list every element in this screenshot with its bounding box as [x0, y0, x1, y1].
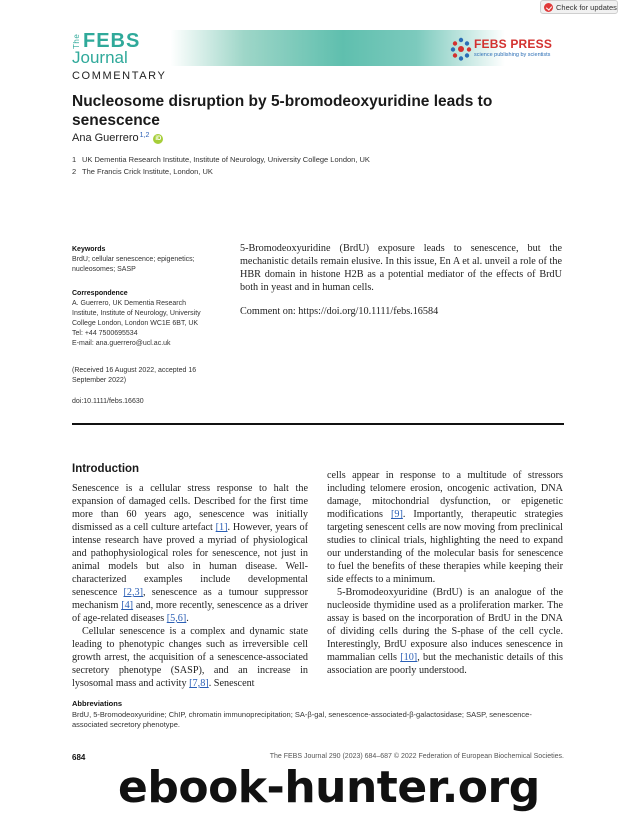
check-for-updates-button[interactable] [540, 0, 618, 14]
affiliation-number: 1 [72, 155, 77, 164]
comment-on-link[interactable]: Comment on: https://doi.org/10.1111/febs.16584 [240, 306, 439, 317]
author [72, 132, 163, 144]
author-affiliation-sup[interactable]: 1,2 [139, 132, 150, 139]
abbreviations-heading: Abbreviations [72, 699, 123, 708]
reference-link[interactable]: [5,6] [166, 613, 187, 624]
abstract: 5-Bromodeoxyuridine (BrdU) exposure leads to senescence, but the mechanistic details remain elusive. In this issue, En A et al. unveil a role of the HBR domain in histone H2B as a potential mediator of the effects of BrdU both in yeast and in human cells. [240, 243, 562, 293]
correspondence-heading: Correspondence [72, 290, 128, 297]
affiliation-1 [72, 155, 370, 164]
affiliation-text: UK Dementia Research Institute, Institute of Neurology, University College London, UK [82, 155, 370, 164]
check-for-updates-label: Check for updates [556, 2, 617, 12]
paragraph: Cellular senescence is a complex and dynamic state leading to phenotypic changes such as irreversible cell growth arrest, the acquisition of a senescence-associated secretory phenotype (SASP), and an increase in lysosomal mass and activity [7,8]. Senescent [72, 626, 308, 689]
paragraph: Senescence is a cellular stress response to halt the expansion of damaged cells. Described for the first time more than 60 years ago, senescence was initially dismissed as a cell culture artefact [1]. However, years of intense research have proved a myriad of physiological and pathophysiological roles for senescence, not just in animal models but also in human disease. Well-characterized examples include developmental senescence [2,3], senescence as a tumour suppressor mechanism [4] and, more recently, senescence as a driver of age-related diseases [5,6]. [72, 483, 308, 624]
footer-citation: The FEBS Journal 290 (2023) 684–687 © 2022 Federation of European Biochemical Societies. [269, 753, 564, 760]
febs-press-logo [450, 37, 565, 65]
paragraph: cells appear in response to a multitude of stressors including telomere erosion, oncogenic activation, DNA damage, mitochondrial dysfunction, or epigenetic modifications [9]. Importantly, therapeutic strategies targeting senescent cells are now moving from preclinical studies to clinical trials, highlighting the need to expand our understanding of the molecular basis for senescence to fuel the benefits of these therapies while keeping their side effects to a minimum. [327, 470, 563, 585]
febs-press-dots-icon [450, 37, 472, 61]
affiliation-text: The Francis Crick Institute, London, UK [82, 167, 213, 176]
abbreviations-text: BrdU, 5-Bromodeoxyuridine; ChIP, chromatin immunoprecipitation; SA-β-gal, senescence-associated-β-galactosidase; SASP, senescence-associated secretory phenotype. [72, 710, 532, 729]
correspondence-line: A. Guerrero, UK Dementia Research [72, 300, 186, 307]
logo-the: The [72, 33, 81, 49]
page-number: 684 [72, 753, 86, 762]
affiliation-number: 2 [72, 167, 77, 176]
reference-link[interactable]: [7,8] [189, 678, 209, 689]
logo-febs: FEBS [83, 30, 141, 52]
reference-link[interactable]: [10] [400, 652, 418, 663]
article-title: Nucleosome disruption by 5-bromodeoxyuridine leads to senescence [72, 93, 493, 129]
doi[interactable]: doi:10.1111/febs.16630 [72, 398, 144, 405]
reference-link[interactable]: [4] [121, 600, 134, 611]
check-icon [544, 3, 553, 12]
reference-link[interactable]: [2,3] [123, 587, 144, 598]
correspondence-email[interactable]: E-mail: ana.guerrero@ucl.ac.uk [72, 340, 171, 347]
author-name: Ana Guerrero [72, 132, 139, 144]
affiliation-2 [72, 167, 213, 176]
body-column-right [327, 469, 563, 677]
correspondence-body [72, 299, 232, 349]
press-tagline: science publishing by scientists [474, 52, 551, 58]
paragraph: 5-Bromodeoxyuridine (BrdU) is an analogue of the nucleoside thymidine used as a proliferation marker. The assay is based on the incorporation of BrdU in the DNA of dividing cells during the S-phase of the cell cycle. Interestingly, BrdU exposure also induces senescence in mammalian cells [10], but the mechanistic details of this association are poorly understood. [327, 587, 564, 676]
watermark: ebook-hunter.org [118, 762, 540, 813]
febs-journal-logo [72, 31, 147, 69]
keywords-heading: Keywords [72, 246, 106, 253]
correspondence-line: College London, London WC1E 6BT, UK [72, 320, 199, 327]
press-name: FEBS PRESS [474, 37, 553, 51]
correspondence-line: Institute, Institute of Neurology, University [72, 310, 201, 317]
section-label: COMMENTARY [72, 70, 167, 82]
keywords-text: BrdU; cellular senescence; epigenetics; nucleosomes; SASP [72, 256, 195, 273]
reference-link[interactable]: [1] [215, 522, 228, 533]
body-column-left [72, 482, 308, 690]
section-divider [72, 423, 564, 425]
received-dates: (Received 16 August 2022, accepted 16 September 2022) [72, 367, 197, 384]
orcid-icon[interactable]: iD [155, 136, 162, 142]
logo-journal: Journal [72, 48, 128, 67]
reference-link[interactable]: [9] [390, 509, 403, 520]
introduction-heading: Introduction [72, 463, 140, 475]
correspondence-phone: Tel: +44 7500695534 [72, 330, 138, 337]
